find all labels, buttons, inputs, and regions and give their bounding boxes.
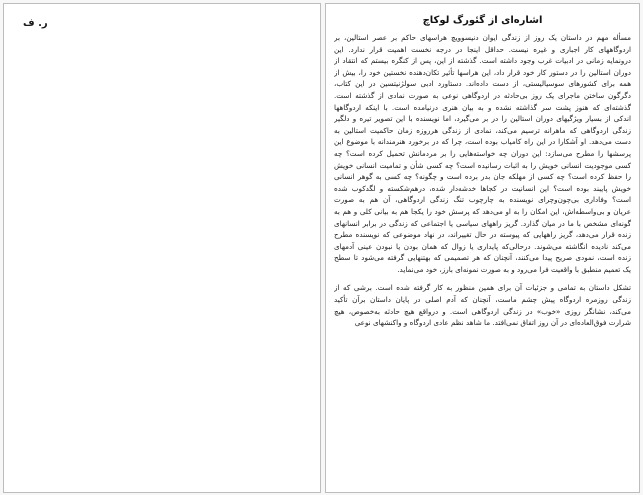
text-line: شرارت فوق‌العاده‌ای در آن روز اتفاق نمی‌افتد. ما شاهد نظم عادی اردوگاه و واکنشهای نوعی xyxy=(354,318,631,328)
paragraph xyxy=(334,32,631,275)
text-line: کسی موجودیت انسانی خویش را به اثبات رسانیده است؟ چه کسی شأن و تمامیت انسانی خویش xyxy=(334,160,631,170)
left-page xyxy=(3,3,321,493)
text-line: دگرگون ساختن ماجرای یک روز بی‌حادثه در اردوگاهی نوعی به صورت نمادی از گذشته است. xyxy=(334,90,631,100)
text-line: زندگی اردوگاهی که ماهرانه ترسیم می‌کند، نمادی از زندگی هرروزه زمان حاکمیت استالین به xyxy=(334,125,631,135)
text-line: خویش پایبند بوده است؟ این انسانیت در کجاها خدشه‌دار شده، درهم‌شکسته و لگدکوب شده xyxy=(334,183,631,193)
text-line: یک تعمیم منطبق با واقعیت فرا می‌رود و به صورت نمونه‌ای بارز، خود می‌نماید. xyxy=(397,264,631,274)
text-line: گونه‌ای مشخص با ما در میان گذارد. گریز راههای سیاسی یا اجتماعی که زندگی در برابر انسانهای xyxy=(334,218,631,228)
text-line: عریان و بی‌واسطه‌اش، این امکان را به او می‌دهد که پرسش خود را یکجا هم به بیانی کلی و هم به xyxy=(334,206,631,216)
paragraph xyxy=(334,282,631,328)
article-title: اشاره‌ای از گئورگ لوکاچ xyxy=(422,15,543,26)
text-line: درونمایه زمانی در ادبیات غرب وجود داشته است. گذشته از این، پس از کنگره بیستم که انتقاد از xyxy=(334,56,631,66)
text-line: تشکل داستان به تمامی و جزئیات آن برای همین منظور به کار گرفته شده است. برشی که از xyxy=(334,283,631,293)
text-line: اندکی از بسیار ویژگیهای دوران استالین را در بر می‌گیرد، اما نویسنده با این تصویر تیره و دلگیر xyxy=(334,114,631,124)
text-line: دوران استالین را در دستور کار خود قرار داد، این هراسها تأثیر تکان‌دهنده نخستین خود را، بیش از xyxy=(334,67,631,77)
text-line: گذشته‌ای که هنوز پشت سر گذاشته نشده و به بیان هنری درنیامده است. با اینکه اردوگاهها xyxy=(334,102,631,112)
text-line: زندگی روزمره اردوگاه پیش چشم ماست، آنچنان که آدم اصلی در پایان داستان برآن تأکید xyxy=(334,295,631,305)
text-line: دست می‌دهد. او آشکارا در این راه کامیاب بوده است، چرا که در برخورد هنرمندانه با موضوع این xyxy=(334,137,631,147)
paragraph-gap xyxy=(334,275,631,282)
text-line: زنده است، نمودی صریح پیدا می‌کنند، آنچنان که هر تصمیمی که بهتنهایی گرفته می‌شود تا سطح xyxy=(334,253,631,263)
text-line: را حفظ کرده است؟ چه کسی از مهلکه جان بدر برده است و چگونه؟ چه کسی به گوهر انسانی xyxy=(334,172,631,182)
article-body xyxy=(326,28,639,329)
text-line: می‌کند نادیده انگاشته می‌شوند. درحالی‌که پایداری یا زوال که همان بودن یا نبودن عینی آدمهای xyxy=(334,241,631,251)
text-line: اردوگاههای کار اجباری و غیره نیست. حداقل اینجا در درجه نخست اهمیت قرار ندارد. این xyxy=(334,44,631,54)
page-header-note: ر. ف xyxy=(23,18,48,29)
text-line: می‌کند، نشانگر روزی «خوب» در زندگی اردوگاهی است. و درواقع هیچ حادثه به‌خصوص، هیچ xyxy=(334,306,631,316)
text-line: زنده قرار می‌دهد، گریز راههایی که پیوسته در حال تغییراند، در نهاد موضوعی که نویسنده مطرح xyxy=(334,230,631,240)
text-line: پرسشها را مطرح می‌سازد: این دوران چه خواسته‌هایی را بر مردمانش تحمیل کرده است؟ چه xyxy=(334,148,631,158)
text-line: مسأله مهم در داستان یک روز از زندگی ایوان دنیسوویچ هراسهای حاکم بر عصر استالین، بر xyxy=(334,33,631,42)
text-line: همه برای کشورهای سوسیالیستی، از دست داده‌اند. دستاورد ادبی سولژنیتسین در این کتاب، xyxy=(334,79,631,89)
right-page xyxy=(325,3,640,493)
text-line: است؟ وفاداری بی‌چون‌وچرای نویسنده به چارچوب تنگ زندگی اردوگاهی، آن هم به صورت xyxy=(334,195,631,205)
